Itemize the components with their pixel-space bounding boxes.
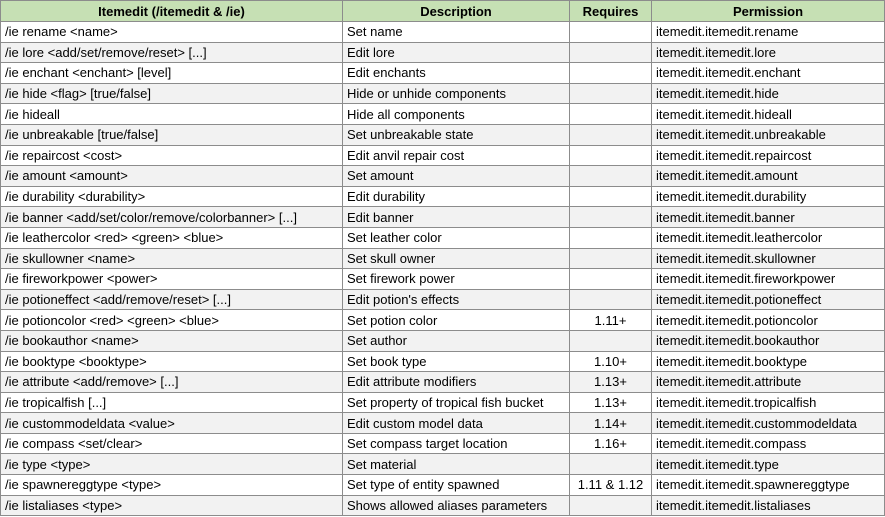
- table-row: [1, 269, 885, 290]
- header-requires: Requires: [570, 1, 652, 22]
- description-cell: Set firework power: [343, 269, 570, 290]
- table-row: [1, 63, 885, 84]
- command-cell: /ie amount <amount>: [1, 166, 343, 187]
- description-cell: Hide all components: [343, 104, 570, 125]
- description-cell: Set type of entity spawned: [343, 475, 570, 496]
- table-row: [1, 351, 885, 372]
- permission-cell: itemedit.itemedit.compass: [652, 433, 885, 454]
- table-row: [1, 227, 885, 248]
- description-cell: Set unbreakable state: [343, 124, 570, 145]
- permission-cell: itemedit.itemedit.attribute: [652, 372, 885, 393]
- description-cell: Edit enchants: [343, 63, 570, 84]
- requires-cell: [570, 207, 652, 228]
- description-cell: Set material: [343, 454, 570, 475]
- requires-cell: [570, 22, 652, 43]
- description-cell: Edit custom model data: [343, 413, 570, 434]
- permission-cell: itemedit.itemedit.spawnereggtype: [652, 475, 885, 496]
- requires-cell: 1.14+: [570, 413, 652, 434]
- command-cell: /ie compass <set/clear>: [1, 433, 343, 454]
- requires-cell: [570, 166, 652, 187]
- table-row: [1, 83, 885, 104]
- requires-cell: [570, 269, 652, 290]
- requires-cell: [570, 330, 652, 351]
- table-row: [1, 454, 885, 475]
- requires-cell: 1.11+: [570, 310, 652, 331]
- command-cell: /ie tropicalfish [...]: [1, 392, 343, 413]
- table-row: [1, 207, 885, 228]
- header-permission: Permission: [652, 1, 885, 22]
- command-cell: /ie repaircost <cost>: [1, 145, 343, 166]
- requires-cell: [570, 124, 652, 145]
- command-cell: /ie potioncolor <red> <green> <blue>: [1, 310, 343, 331]
- permission-cell: itemedit.itemedit.bookauthor: [652, 330, 885, 351]
- description-cell: Edit lore: [343, 42, 570, 63]
- description-cell: Set property of tropical fish bucket: [343, 392, 570, 413]
- header-description: Description: [343, 1, 570, 22]
- description-cell: Edit anvil repair cost: [343, 145, 570, 166]
- command-cell: /ie enchant <enchant> [level]: [1, 63, 343, 84]
- permission-cell: itemedit.itemedit.hideall: [652, 104, 885, 125]
- requires-cell: [570, 289, 652, 310]
- command-cell: /ie unbreakable [true/false]: [1, 124, 343, 145]
- table-row: [1, 330, 885, 351]
- table-row: [1, 372, 885, 393]
- description-cell: Set potion color: [343, 310, 570, 331]
- permission-cell: itemedit.itemedit.banner: [652, 207, 885, 228]
- table-row: [1, 186, 885, 207]
- permission-cell: itemedit.itemedit.potioncolor: [652, 310, 885, 331]
- requires-cell: [570, 104, 652, 125]
- command-cell: /ie listaliases <type>: [1, 495, 343, 516]
- requires-cell: 1.13+: [570, 392, 652, 413]
- requires-cell: [570, 42, 652, 63]
- table-row: [1, 413, 885, 434]
- command-cell: /ie lore <add/set/remove/reset> [...]: [1, 42, 343, 63]
- permission-cell: itemedit.itemedit.tropicalfish: [652, 392, 885, 413]
- requires-cell: [570, 145, 652, 166]
- table-row: [1, 124, 885, 145]
- command-cell: /ie custommodeldata <value>: [1, 413, 343, 434]
- description-cell: Set author: [343, 330, 570, 351]
- requires-cell: 1.10+: [570, 351, 652, 372]
- requires-cell: 1.16+: [570, 433, 652, 454]
- description-cell: Set leather color: [343, 227, 570, 248]
- command-cell: /ie hideall: [1, 104, 343, 125]
- table-row: [1, 22, 885, 43]
- permission-cell: itemedit.itemedit.repaircost: [652, 145, 885, 166]
- permission-cell: itemedit.itemedit.rename: [652, 22, 885, 43]
- command-cell: /ie potioneffect <add/remove/reset> [...]: [1, 289, 343, 310]
- requires-cell: [570, 227, 652, 248]
- permission-cell: itemedit.itemedit.custommodeldata: [652, 413, 885, 434]
- description-cell: Edit attribute modifiers: [343, 372, 570, 393]
- description-cell: Set skull owner: [343, 248, 570, 269]
- command-cell: /ie hide <flag> [true/false]: [1, 83, 343, 104]
- command-cell: /ie booktype <booktype>: [1, 351, 343, 372]
- table-row: [1, 433, 885, 454]
- command-cell: /ie bookauthor <name>: [1, 330, 343, 351]
- command-cell: /ie durability <durability>: [1, 186, 343, 207]
- requires-cell: 1.13+: [570, 372, 652, 393]
- table-row: [1, 166, 885, 187]
- command-cell: /ie skullowner <name>: [1, 248, 343, 269]
- table-row: [1, 475, 885, 496]
- requires-cell: [570, 83, 652, 104]
- table-row: [1, 145, 885, 166]
- description-cell: Edit potion's effects: [343, 289, 570, 310]
- permission-cell: itemedit.itemedit.enchant: [652, 63, 885, 84]
- table-row: [1, 104, 885, 125]
- permission-cell: itemedit.itemedit.fireworkpower: [652, 269, 885, 290]
- permission-cell: itemedit.itemedit.amount: [652, 166, 885, 187]
- requires-cell: 1.11 & 1.12: [570, 475, 652, 496]
- permission-cell: itemedit.itemedit.booktype: [652, 351, 885, 372]
- table-row: [1, 392, 885, 413]
- description-cell: Set amount: [343, 166, 570, 187]
- permission-cell: itemedit.itemedit.lore: [652, 42, 885, 63]
- description-cell: Shows allowed aliases parameters: [343, 495, 570, 516]
- header-command: Itemedit (/itemedit & /ie): [1, 1, 343, 22]
- table-row: [1, 248, 885, 269]
- command-cell: /ie rename <name>: [1, 22, 343, 43]
- description-cell: Edit banner: [343, 207, 570, 228]
- table-row: [1, 495, 885, 516]
- permission-cell: itemedit.itemedit.potioneffect: [652, 289, 885, 310]
- permission-cell: itemedit.itemedit.hide: [652, 83, 885, 104]
- requires-cell: [570, 495, 652, 516]
- description-cell: Set book type: [343, 351, 570, 372]
- header-row: [1, 1, 885, 22]
- command-cell: /ie banner <add/set/color/remove/colorbanner> [...]: [1, 207, 343, 228]
- table-body: [1, 22, 885, 516]
- table-row: [1, 310, 885, 331]
- command-cell: /ie attribute <add/remove> [...]: [1, 372, 343, 393]
- description-cell: Edit durability: [343, 186, 570, 207]
- requires-cell: [570, 248, 652, 269]
- requires-cell: [570, 63, 652, 84]
- permission-cell: itemedit.itemedit.listaliases: [652, 495, 885, 516]
- permission-cell: itemedit.itemedit.skullowner: [652, 248, 885, 269]
- table-row: [1, 289, 885, 310]
- permission-cell: itemedit.itemedit.type: [652, 454, 885, 475]
- command-cell: /ie leathercolor <red> <green> <blue>: [1, 227, 343, 248]
- description-cell: Hide or unhide components: [343, 83, 570, 104]
- permission-cell: itemedit.itemedit.durability: [652, 186, 885, 207]
- description-cell: Set name: [343, 22, 570, 43]
- description-cell: Set compass target location: [343, 433, 570, 454]
- command-cell: /ie fireworkpower <power>: [1, 269, 343, 290]
- requires-cell: [570, 454, 652, 475]
- command-cell: /ie spawnereggtype <type>: [1, 475, 343, 496]
- table-row: [1, 42, 885, 63]
- command-cell: /ie type <type>: [1, 454, 343, 475]
- permission-cell: itemedit.itemedit.leathercolor: [652, 227, 885, 248]
- requires-cell: [570, 186, 652, 207]
- permission-cell: itemedit.itemedit.unbreakable: [652, 124, 885, 145]
